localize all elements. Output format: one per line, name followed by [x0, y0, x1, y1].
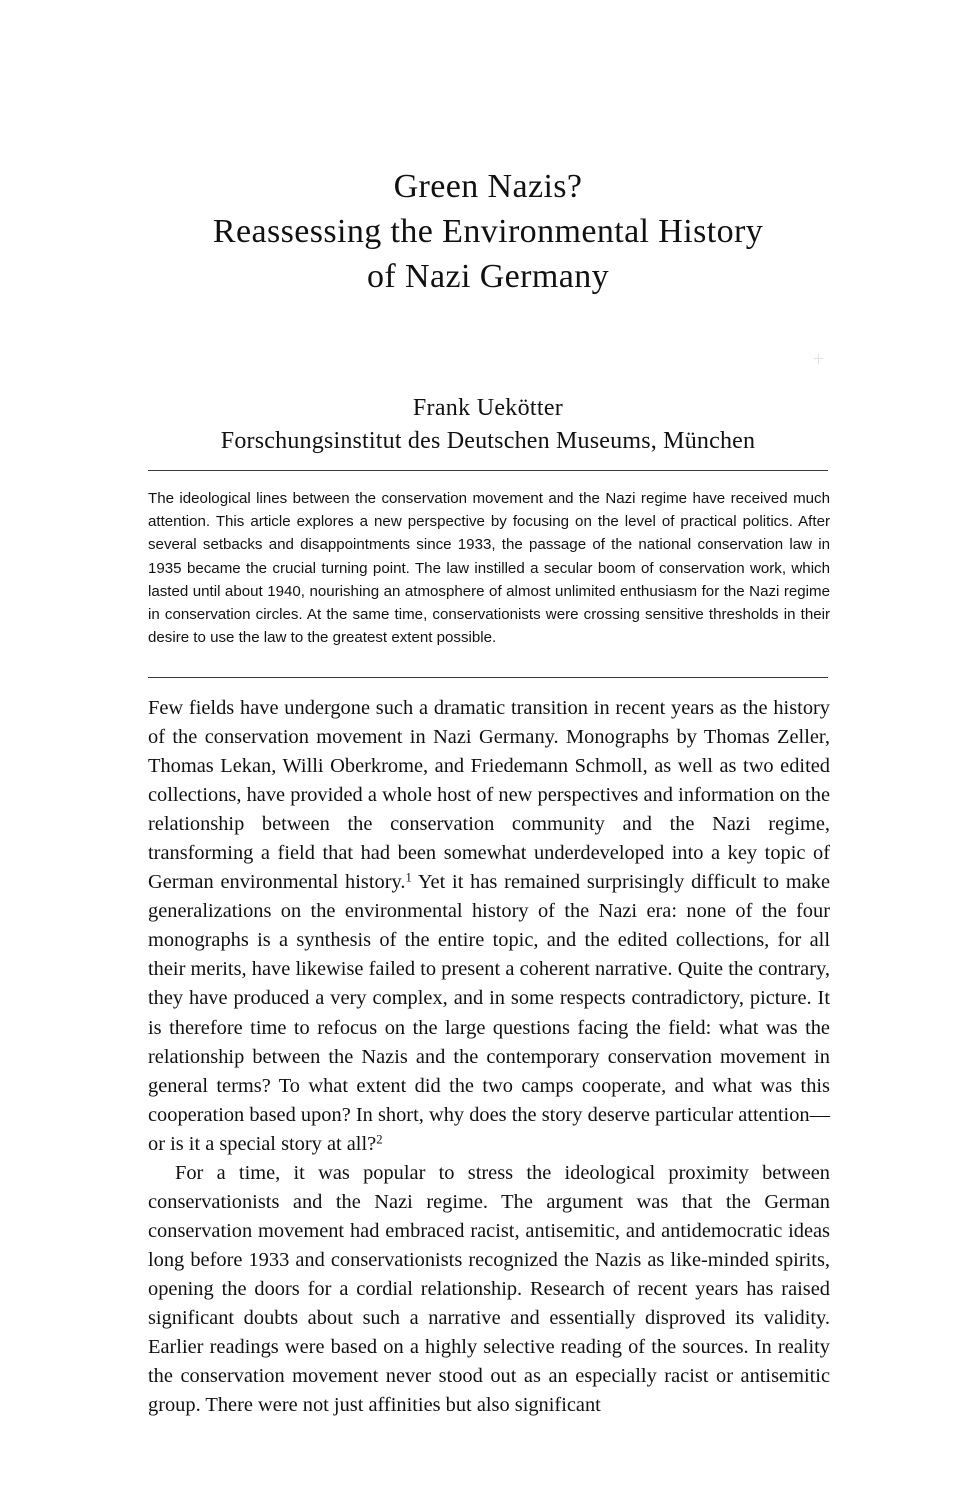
author-block	[148, 392, 828, 458]
title-line-1: Green Nazis?	[393, 168, 583, 205]
abstract-bottom-rule	[148, 677, 828, 678]
body-paragraph-1-part-2: Yet it has remained surprisingly difficult to make generalizations on the environmental history of the Nazi era: none of the four monographs is a synthesis of the entire topic, and the edited collections, for all their merits, have likewise failed to present a coherent narrative. Quite the contrary, they have produced a very complex, and in some respects contradictory, picture. It is therefore time to refocus on the large questions facing the field: what was the relationship between the Nazis and the contemporary conservation movement in general terms? To what extent did the two camps cooperate, and what was this cooperation based upon? In short, why does the story deserve particular attention—or is it a special story at all?	[148, 871, 831, 1155]
title-line-2: Reassessing the Environmental History	[212, 213, 764, 250]
body-paragraph-1	[148, 694, 830, 1159]
body-paragraph-2: For a time, it was popular to stress the ideological proximity between conservationists and the Nazi regime. The argument was that the German conservation movement had embraced racist, antisemitic, and antidemocratic ideas long before 1933 and conservationists recognized the Nazis as like-minded spirits, opening the doors for a cordial relationship. Research of recent years has raised significant doubts about such a narrative and essentially disproved its validity. Earlier readings were based on a highly selective reading of the sources. In reality the conservation movement never stood out as an especially racist or antisemitic group. There were not just affinities but also significant	[148, 1161, 830, 1417]
author-affiliation: Forschungsinstitut des Deutschen Museums, München	[220, 428, 756, 454]
title-line-3: of Nazi Germany	[366, 258, 609, 295]
body-text	[148, 694, 830, 1420]
abstract-text: The ideological lines between the conservation movement and the Nazi regime have received much attention. This article explores a new perspective by focusing on the level of practical politics. After several setbacks and disappointments since 1933, the passage of the national conservation law in 1935 became the crucial turning point. The law instilled a secular boom of conservation work, which lasted until about 1940, nourishing an atmosphere of almost unlimited enthusiasm for the Nazi regime in conservation circles. At the same time, conservationists were crossing sensitive thresholds in their desire to use the law to the greatest extent possible.	[148, 490, 830, 647]
page-title	[148, 164, 828, 299]
footnote-marker-2[interactable]: 2	[376, 1132, 383, 1147]
body-paragraph-1-part-1: Few fields have undergone such a dramatic transition in recent years as the history of the conservation movement in Nazi Germany. Monographs by Thomas Zeller, Thomas Lekan, Willi Oberkrome, and Friedemann Schmoll, as well as two edited collections, have provided a whole host of new perspectives and information on the relationship between the conservation community and the Nazi regime, transforming a field that had been somewhat underdeveloped into a key topic of German environmental history.	[148, 697, 830, 894]
scan-artifact-mark	[814, 354, 823, 364]
author-name: Frank Uekötter	[412, 395, 564, 421]
footnote-marker-1[interactable]: 1	[405, 870, 412, 885]
abstract-block	[148, 487, 830, 649]
abstract-top-rule	[148, 470, 828, 471]
